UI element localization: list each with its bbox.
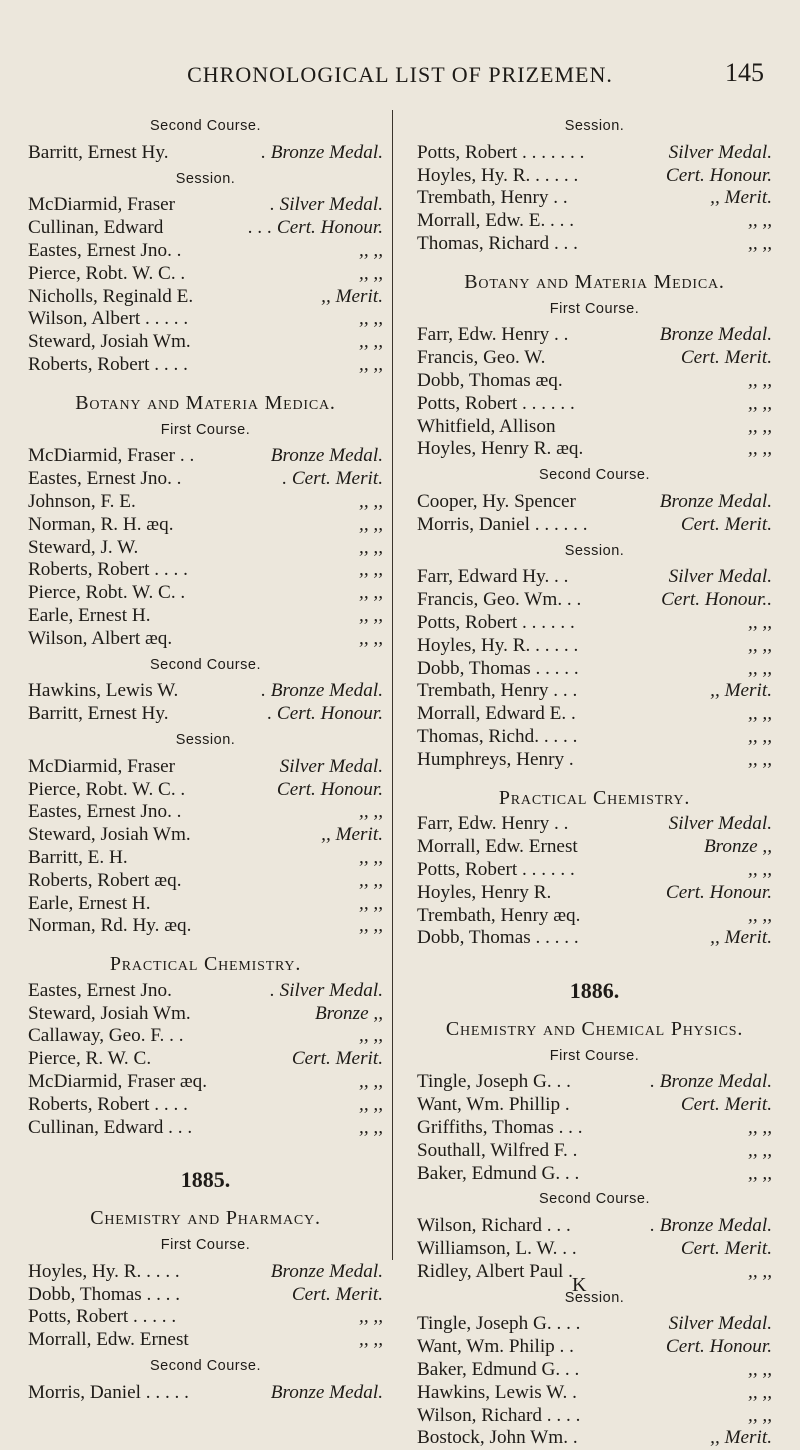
page-number: 145 — [725, 58, 764, 87]
prize-entry — [28, 194, 383, 217]
award-label: . Bronze Medal. — [261, 680, 383, 702]
prizeman-name: Tingle, Joseph G. . . . — [417, 1313, 581, 1335]
prizeman-name: Roberts, Robert æq. — [28, 869, 182, 891]
prizeman-name: Norman, Rd. Hy. æq. — [28, 915, 192, 937]
award-label: Cert. Merit. — [680, 347, 772, 369]
prize-entry — [28, 263, 383, 286]
award-label: Bronze ,, — [703, 836, 772, 858]
prizeman-name: Morrall, Edward E. . — [417, 703, 576, 725]
award-label: ,, ,, — [359, 1306, 383, 1328]
prize-entry — [28, 1261, 383, 1284]
prizeman-name: McDiarmid, Fraser æq. — [28, 1071, 208, 1093]
section-heading: Chemistry and Pharmacy. — [90, 1207, 321, 1230]
prize-entry — [417, 1359, 772, 1382]
prizeman-name: McDiarmid, Fraser — [28, 194, 176, 216]
award-label: ,, ,, — [748, 1117, 772, 1139]
prize-entry — [28, 445, 383, 468]
award-label: ,, Merit. — [710, 187, 772, 209]
award-label: ,, ,, — [359, 1116, 383, 1138]
prizeman-name: Hoyles, Hy. R. . . . . . — [417, 634, 579, 656]
prizeman-name: Thomas, Richd. . . . . — [417, 725, 578, 747]
prize-entry — [28, 537, 383, 560]
prizeman-name: Morris, Daniel . . . . . . — [417, 513, 588, 535]
course-heading: Session. — [564, 542, 625, 559]
award-label: Cert. Honour. — [665, 1336, 772, 1358]
right-column — [417, 112, 772, 1450]
award-label: ,, ,, — [359, 801, 383, 823]
award-label: ,, ,, — [748, 392, 772, 414]
prize-entry — [28, 1071, 383, 1094]
prizeman-name: Pierce, Robt. W. C. . — [28, 262, 186, 284]
prize-entry — [417, 1405, 772, 1428]
award-label: Silver Medal. — [668, 813, 772, 835]
course-heading: First Course. — [549, 300, 640, 317]
award-label: Silver Medal. — [668, 141, 772, 163]
prize-entry — [417, 370, 772, 393]
prize-entry — [417, 726, 772, 749]
section-heading: Practical Chemistry. — [498, 786, 691, 809]
prizeman-name: Tingle, Joseph G. . . — [417, 1071, 571, 1093]
course-heading: Session. — [564, 1289, 625, 1306]
prizeman-name: Potts, Robert . . . . . . — [417, 392, 575, 414]
prize-entry — [417, 1140, 772, 1163]
prize-entry — [417, 1382, 772, 1405]
prize-entry — [28, 331, 383, 354]
prize-entry — [28, 779, 383, 802]
prize-entry — [28, 1382, 383, 1405]
award-label: . Bronze Medal. — [650, 1215, 772, 1237]
prizeman-name: Griffiths, Thomas . . . — [417, 1117, 583, 1139]
award-label: ,, ,, — [748, 703, 772, 725]
prize-entry — [28, 217, 383, 240]
prizeman-name: Roberts, Robert . . . . — [28, 559, 188, 581]
prizeman-name: Steward, Josiah Wm. — [28, 331, 191, 353]
award-label: Cert. Merit. — [680, 1094, 772, 1116]
prizeman-name: Morrall, Edw. E. . . . — [417, 210, 575, 232]
prizeman-name: Cullinan, Edward — [28, 217, 164, 239]
award-label: Cert. Merit. — [291, 1283, 383, 1305]
prize-entry — [28, 870, 383, 893]
prizeman-name: Roberts, Robert . . . . — [28, 1093, 188, 1115]
prize-entry — [28, 1094, 383, 1117]
course-heading: Session. — [175, 731, 236, 748]
award-label: ,, Merit. — [710, 927, 772, 949]
prizeman-name: Want, Wm. Philip . . — [417, 1336, 574, 1358]
course-heading: First Course. — [549, 1047, 640, 1064]
prizeman-name: Eastes, Ernest Jno. — [28, 979, 172, 1001]
course-heading: Session. — [564, 118, 625, 134]
award-label: Cert. Merit. — [680, 1238, 772, 1260]
prizeman-name: Wilson, Albert . . . . . — [28, 308, 189, 330]
prizeman-name: Pierce, Robt. W. C. . — [28, 778, 186, 800]
award-label: Silver Medal. — [668, 566, 772, 588]
award-label: ,, ,, — [748, 369, 772, 391]
prize-entry — [28, 1329, 383, 1352]
award-label: Bronze Medal. — [270, 1260, 383, 1282]
prizeman-name: Farr, Edw. Henry . . — [417, 813, 569, 835]
prizeman-name: Eastes, Ernest Jno. . — [28, 801, 182, 823]
award-label: Cert. Honour. — [276, 778, 383, 800]
award-label: ,, ,, — [359, 627, 383, 649]
prize-entry — [28, 847, 383, 870]
prize-entry — [28, 1117, 383, 1140]
award-label: ,, Merit. — [321, 285, 383, 307]
column-divider — [392, 110, 393, 1260]
prizeman-name: Wilson, Albert æq. — [28, 627, 173, 649]
prize-entry — [417, 347, 772, 370]
prizeman-name: Johnson, F. E. — [28, 490, 136, 512]
award-label: ,, ,, — [748, 1404, 772, 1426]
prize-entry — [417, 1313, 772, 1336]
prizeman-name: Barritt, E. H. — [28, 846, 128, 868]
left-column — [28, 112, 383, 1405]
prize-entry — [417, 1427, 772, 1450]
prizeman-name: Hoyles, Henry R. — [417, 881, 552, 903]
prizeman-name: Want, Wm. Phillip . — [417, 1094, 570, 1116]
award-label: ,, ,, — [748, 210, 772, 232]
prize-entry — [417, 589, 772, 612]
award-label: . Bronze Medal. — [261, 141, 383, 163]
award-label: ,, ,, — [359, 1071, 383, 1093]
section-heading: Chemistry and Chemical Physics. — [445, 1017, 744, 1040]
prizeman-name: Earle, Ernest H. — [28, 892, 151, 914]
prize-entry — [28, 628, 383, 651]
prizeman-name: Nicholls, Reginald E. — [28, 285, 194, 307]
award-label: Cert. Honour.. — [661, 589, 772, 611]
prize-entry — [417, 165, 772, 188]
prize-entry — [28, 1284, 383, 1307]
prizeman-name: Trembath, Henry . . — [417, 187, 568, 209]
prizeman-name: Humphreys, Henry . — [417, 748, 574, 770]
award-label: ,, ,, — [359, 490, 383, 512]
prizeman-name: Barritt, Ernest Hy. — [28, 141, 169, 163]
award-label: Bronze Medal. — [270, 445, 383, 467]
award-label: ,, ,, — [359, 915, 383, 937]
prize-entry — [28, 1306, 383, 1329]
prize-entry — [28, 1025, 383, 1048]
prizeman-name: Potts, Robert . . . . . . . — [417, 141, 585, 163]
course-heading: Second Course. — [150, 1358, 261, 1375]
prize-entry — [417, 905, 772, 928]
prize-entry — [417, 1238, 772, 1261]
prize-entry — [417, 1094, 772, 1117]
running-head: CHRONOLOGICAL LIST OF PRIZEMEN. — [187, 62, 613, 87]
prize-entry — [28, 308, 383, 331]
award-label: ,, ,, — [748, 1260, 772, 1282]
prize-entry — [417, 612, 772, 635]
prize-entry — [417, 514, 772, 537]
award-label: . Cert. Honour. — [267, 703, 383, 725]
prize-entry — [417, 1336, 772, 1359]
course-heading: Second Course. — [539, 1191, 650, 1208]
prizeman-name: Southall, Wilfred F. . — [417, 1139, 578, 1161]
prizeman-name: Ridley, Albert Paul . — [417, 1260, 573, 1282]
award-label: ,, ,, — [748, 1162, 772, 1184]
award-label: Silver Medal. — [668, 1313, 772, 1335]
prizeman-name: Pierce, R. W. C. — [28, 1048, 152, 1070]
prizeman-name: Francis, Geo. W. — [417, 347, 546, 369]
prize-entry — [417, 680, 772, 703]
award-label: ,, ,, — [748, 858, 772, 880]
section-heading: Botany and Materia Medica. — [75, 391, 336, 414]
prizeman-name: Barritt, Ernest Hy. — [28, 703, 169, 725]
award-label: ,, ,, — [359, 331, 383, 353]
prize-entry — [417, 393, 772, 416]
prize-entry — [28, 468, 383, 491]
award-label: ,, ,, — [359, 582, 383, 604]
prizeman-name: Dobb, Thomas æq. — [417, 369, 563, 391]
prizeman-name: Farr, Edward Hy. . . — [417, 566, 569, 588]
prize-entry — [417, 491, 772, 514]
prizeman-name: Bostock, John Wm. . — [417, 1427, 578, 1449]
section-heading: Practical Chemistry. — [109, 953, 302, 976]
prizeman-name: Callaway, Geo. F. . . — [28, 1025, 184, 1047]
award-label: ,, ,, — [748, 232, 772, 254]
prizeman-name: Eastes, Ernest Jno. . — [28, 468, 182, 490]
award-label: ,, ,, — [748, 657, 772, 679]
prizeman-name: Roberts, Robert . . . . — [28, 353, 188, 375]
prize-entry — [28, 605, 383, 628]
prize-entry — [417, 1261, 772, 1284]
prize-entry — [28, 824, 383, 847]
award-label: ,, ,, — [748, 748, 772, 770]
award-label: ,, ,, — [748, 611, 772, 633]
award-label: Cert. Honour. — [665, 164, 772, 186]
award-label: . . . Cert. Honour. — [248, 217, 383, 239]
course-heading: Second Course. — [539, 467, 650, 484]
prizeman-name: McDiarmid, Fraser — [28, 755, 176, 777]
award-label: Cert. Merit. — [680, 513, 772, 535]
prizeman-name: Steward, Josiah Wm. — [28, 824, 191, 846]
award-label: ,, ,, — [359, 1329, 383, 1351]
prizeman-name: Hoyles, Hy. R. . . . . — [28, 1260, 180, 1282]
prize-entry — [417, 324, 772, 347]
prize-entry — [417, 749, 772, 772]
award-label: ,, ,, — [748, 1139, 772, 1161]
prize-entry — [417, 1163, 772, 1186]
prizeman-name: Earle, Ernest H. — [28, 604, 151, 626]
signature-mark: K — [572, 1274, 587, 1296]
award-label: ,, ,, — [359, 1025, 383, 1047]
course-heading: Second Course. — [150, 656, 261, 673]
prize-entry — [28, 703, 383, 726]
award-label: Bronze Medal. — [659, 324, 772, 346]
prize-entry — [28, 680, 383, 703]
award-label: Cert. Merit. — [291, 1048, 383, 1070]
award-label: ,, ,, — [359, 846, 383, 868]
prize-entry — [28, 514, 383, 537]
year-heading: 1886. — [569, 978, 620, 1004]
prizeman-name: Hawkins, Lewis W. . — [417, 1381, 577, 1403]
prizeman-name: Whitfield, Allison — [417, 415, 556, 437]
prizeman-name: Dobb, Thomas . . . . . — [417, 657, 579, 679]
prize-entry — [28, 1048, 383, 1071]
prizeman-name: Dobb, Thomas . . . . . — [417, 927, 579, 949]
award-label: . Bronze Medal. — [650, 1071, 772, 1093]
award-label: ,, ,, — [748, 415, 772, 437]
prizeman-name: Hawkins, Lewis W. — [28, 680, 179, 702]
prizeman-name: Francis, Geo. Wm. . . — [417, 589, 582, 611]
award-label: ,, ,, — [359, 1093, 383, 1115]
prizeman-name: Trembath, Henry æq. — [417, 904, 581, 926]
prize-entry — [417, 1071, 772, 1094]
prize-entry — [417, 566, 772, 589]
prize-entry — [417, 142, 772, 165]
award-label: Bronze Medal. — [270, 1381, 383, 1403]
prize-entry — [417, 210, 772, 233]
section-heading: Botany and Materia Medica. — [464, 270, 725, 293]
prizeman-name: Hoyles, Henry R. æq. — [417, 438, 584, 460]
prizeman-name: Potts, Robert . . . . . . — [417, 858, 575, 880]
award-label: ,, ,, — [359, 559, 383, 581]
prize-entry — [417, 438, 772, 461]
award-label: Cert. Honour. — [665, 881, 772, 903]
prizeman-name: McDiarmid, Fraser . . — [28, 445, 195, 467]
prize-entry — [28, 240, 383, 263]
prize-entry — [28, 354, 383, 377]
award-label: ,, ,, — [359, 262, 383, 284]
award-label: ,, ,, — [359, 536, 383, 558]
award-label: ,, ,, — [359, 869, 383, 891]
prizeman-name: Williamson, L. W. . . — [417, 1238, 577, 1260]
prize-entry — [417, 233, 772, 256]
prize-entry — [417, 1117, 772, 1140]
prize-entry — [28, 582, 383, 605]
award-label: ,, Merit. — [710, 1427, 772, 1449]
prizeman-name: Wilson, Richard . . . — [417, 1215, 571, 1237]
prize-entry — [28, 756, 383, 779]
prizeman-name: Dobb, Thomas . . . . — [28, 1283, 181, 1305]
prize-entry — [417, 927, 772, 950]
award-label: ,, ,, — [359, 308, 383, 330]
award-label: ,, Merit. — [710, 680, 772, 702]
prizeman-name: Thomas, Richard . . . — [417, 232, 578, 254]
course-heading: First Course. — [160, 1237, 251, 1254]
prizeman-name: Baker, Edmund G. . . — [417, 1162, 580, 1184]
prizeman-name: Morrall, Edw. Ernest — [417, 836, 578, 858]
prize-entry — [417, 635, 772, 658]
award-label: ,, Merit. — [321, 824, 383, 846]
award-label: Silver Medal. — [279, 755, 383, 777]
prizeman-name: Hoyles, Hy. R. . . . . . — [417, 164, 579, 186]
award-label: ,, ,, — [748, 438, 772, 460]
award-label: . Silver Medal. — [270, 979, 383, 1001]
prize-entry — [28, 915, 383, 938]
prize-entry — [28, 980, 383, 1003]
award-label: ,, ,, — [748, 634, 772, 656]
prize-entry — [417, 703, 772, 726]
prize-entry — [28, 286, 383, 309]
prizeman-name: Cooper, Hy. Spencer — [417, 490, 576, 512]
prize-entry — [28, 893, 383, 916]
award-label: ,, ,, — [748, 904, 772, 926]
prize-entry — [417, 1215, 772, 1238]
prizeman-name: Norman, R. H. æq. — [28, 513, 174, 535]
prizeman-name: Eastes, Ernest Jno. . — [28, 239, 182, 261]
prizeman-name: Steward, Josiah Wm. — [28, 1002, 191, 1024]
prize-entry — [417, 836, 772, 859]
award-label: Bronze ,, — [314, 1002, 383, 1024]
prize-entry — [417, 882, 772, 905]
prizeman-name: Farr, Edw. Henry . . — [417, 324, 569, 346]
prizeman-name: Pierce, Robt. W. C. . — [28, 582, 186, 604]
prize-entry — [28, 491, 383, 514]
course-heading: First Course. — [160, 421, 251, 438]
prizeman-name: Wilson, Richard . . . . — [417, 1404, 581, 1426]
prizeman-name: Steward, J. W. — [28, 536, 139, 558]
prize-entry — [28, 801, 383, 824]
prizeman-name: Morrall, Edw. Ernest — [28, 1329, 189, 1351]
award-label: . Silver Medal. — [270, 194, 383, 216]
award-label: Bronze Medal. — [659, 490, 772, 512]
prizeman-name: Potts, Robert . . . . . . — [417, 611, 575, 633]
prize-entry — [28, 142, 383, 165]
award-label: . Cert. Merit. — [282, 468, 383, 490]
prize-entry — [417, 187, 772, 210]
award-label: ,, ,, — [359, 604, 383, 626]
prize-entry — [417, 813, 772, 836]
award-label: ,, ,, — [748, 1359, 772, 1381]
year-heading: 1885. — [180, 1167, 231, 1193]
course-heading: Second Course. — [150, 118, 261, 134]
course-heading: Session. — [175, 170, 236, 187]
prizeman-name: Cullinan, Edward . . . — [28, 1116, 193, 1138]
prizeman-name: Morris, Daniel . . . . . — [28, 1381, 189, 1403]
prizeman-name: Baker, Edmund G. . . — [417, 1359, 580, 1381]
award-label: ,, ,, — [748, 725, 772, 747]
prize-entry — [417, 859, 772, 882]
prize-entry — [417, 416, 772, 439]
award-label: ,, ,, — [359, 239, 383, 261]
prize-entry — [28, 1003, 383, 1026]
prizeman-name: Trembath, Henry . . . — [417, 680, 578, 702]
award-label: ,, ,, — [359, 892, 383, 914]
prizeman-name: Potts, Robert . . . . . — [28, 1306, 177, 1328]
award-label: ,, ,, — [359, 513, 383, 535]
award-label: ,, ,, — [359, 353, 383, 375]
prize-entry — [28, 559, 383, 582]
prize-entry — [417, 658, 772, 681]
award-label: ,, ,, — [748, 1381, 772, 1403]
